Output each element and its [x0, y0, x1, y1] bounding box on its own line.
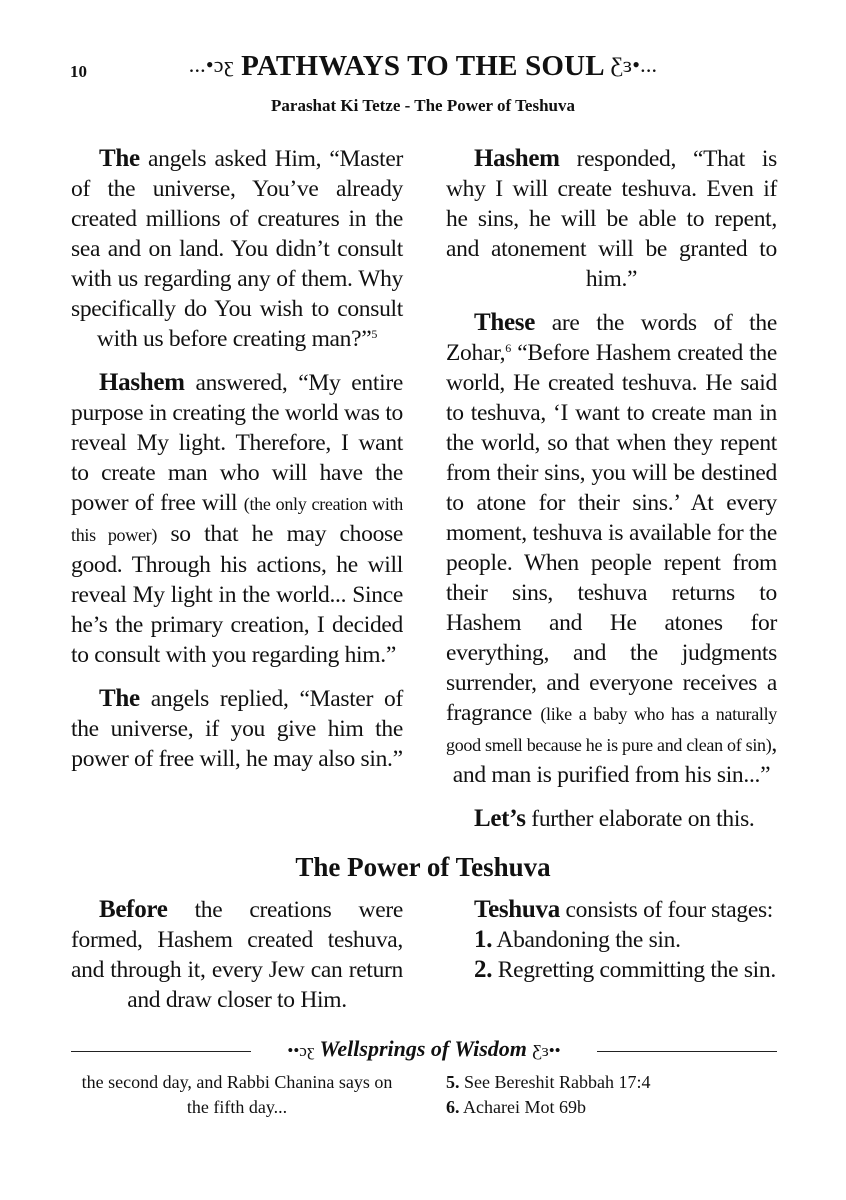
ornament-right-icon: Ƹɜ••: [532, 1041, 561, 1060]
paragraph-text: angels asked Him, “Master of the universe, You’ve already created millions of creatures in the sea and on land. You didn’t consult with us regarding any of them. Why specifically do You wish to consult with us before creating man?”: [71, 146, 403, 352]
divider-label: [71, 1036, 777, 1062]
footnote-number: 6.: [446, 1097, 460, 1117]
right-column: [446, 144, 777, 848]
ornament-right-icon: Ƹɜ•...: [610, 52, 658, 77]
paragraph-text: answered, “My entire purpose in creating the world was to reveal My light. Therefore, I want to create man who will have the power of free will: [71, 370, 403, 516]
footnote: [446, 1070, 777, 1095]
lead-word: Hashem: [474, 145, 560, 172]
paragraph-text: further elaborate on this.: [525, 806, 755, 832]
lead-word: Hashem: [99, 369, 185, 396]
left-column-2: [71, 895, 403, 1029]
step-number: 1.: [474, 926, 493, 953]
running-header: [0, 50, 846, 83]
lead-word: The: [99, 145, 140, 172]
paragraph: [71, 368, 403, 670]
ornament-left-icon: ••ɔƹ: [287, 1041, 315, 1060]
paragraph-text: the creations were formed, Hashem created teshuva, and through it, every Jew can return and draw closer to Him.: [71, 897, 403, 1013]
parenthetical-note: (like a baby who has a naturally good smell because he is pure and clean of sin): [446, 704, 778, 755]
paragraph: [71, 684, 403, 774]
paragraph: [446, 144, 777, 294]
footnote: [446, 1095, 777, 1120]
list-item: [446, 925, 777, 955]
paragraph: [446, 308, 777, 790]
step-text: Abandoning the sin.: [492, 927, 681, 953]
divider-title: Wellsprings of Wisdom: [319, 1036, 527, 1061]
footnote-number: 5.: [446, 1072, 460, 1092]
paragraph-text: are the words of the Zohar,: [446, 310, 777, 366]
lead-word: These: [474, 309, 536, 336]
left-column: [71, 144, 403, 788]
parenthetical-note: (the only creation with this power): [71, 494, 403, 545]
paragraph: [446, 804, 777, 834]
step-number: 2.: [474, 956, 493, 983]
footnotes-list: [446, 1070, 777, 1120]
footnote-text: Acharei Mot 69b: [459, 1097, 586, 1117]
book-title: PATHWAYS TO THE SOUL: [241, 50, 604, 82]
paragraph: [71, 895, 403, 1015]
lead-word: Let’s: [474, 805, 526, 832]
footnote-ref: 5: [371, 327, 378, 341]
paragraph-text: responded, “That is why I will create teshuva. Even if he sins, he will be able to repent, and atonement will be granted to him.”: [446, 146, 777, 292]
footnote-ref: 6: [505, 341, 511, 355]
lead-word: Teshuva: [474, 896, 560, 923]
paragraph-text: , and man is purified from his sin...”: [452, 731, 777, 788]
lead-word: The: [99, 685, 140, 712]
footer-divider: [71, 1036, 777, 1066]
footnote-continuation: the second day, and Rabbi Chanina says on the fifth day...: [81, 1072, 393, 1117]
step-text: Regretting committing the sin.: [492, 957, 776, 983]
page-number: 10: [70, 62, 87, 81]
footnote-text: See Bereshit Rabbah 17:4: [459, 1072, 651, 1092]
paragraph-text: “Before Hashem created the world, He created teshuva. He said to teshuva, ‘I want to create man in the world, so that when they repent from their sins, you will be destined to atone for their sins.’ At every moment, teshuva is available for the people. When people repent from their sins, teshuva returns to Hashem and He atones for everything, and the judgments surrender, and everyone receives a fragrance: [446, 340, 777, 726]
section-heading: The Power of Teshuva: [295, 852, 551, 882]
lead-word: Before: [99, 896, 168, 923]
paragraph-text: angels replied, “Master of the universe, if you give him the power of free will, he may also sin.”: [71, 686, 403, 772]
paragraph: [446, 895, 777, 925]
paragraph: [71, 144, 403, 354]
paragraph-text: consists of four stages:: [559, 897, 774, 923]
chapter-subtitle: Parashat Ki Tetze - The Power of Teshuva: [271, 96, 575, 115]
ornament-left-icon: ...•ɔƹ: [188, 52, 234, 77]
right-column-2: [446, 895, 777, 985]
paragraph-text: so that he may choose good. Through his actions, he will reveal My light in the world... Since he’s the primary creation, I decided to consult with you regarding him.”: [71, 521, 404, 668]
list-item: [446, 955, 777, 985]
